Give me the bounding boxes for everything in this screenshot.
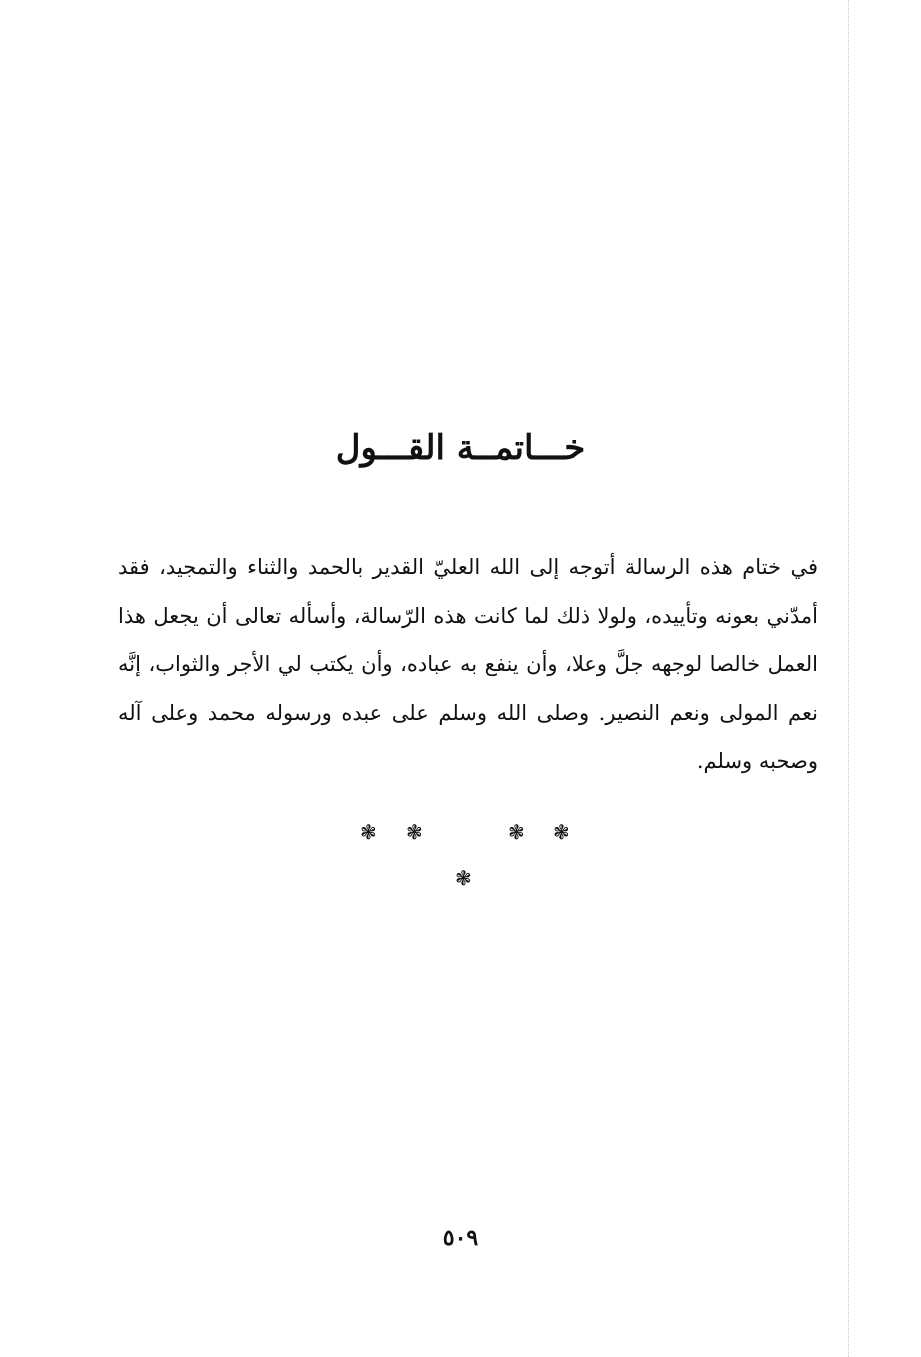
asterisk-ornament-icon: ❃ xyxy=(553,820,570,844)
asterisk-ornament-icon: ❃ xyxy=(360,820,377,844)
page-edge-line xyxy=(848,0,849,1357)
ornament-row-bottom xyxy=(0,868,921,898)
closing-paragraph: في ختام هذه الرسالة أتوجه إلى الله العليّ القدير بالحمد والثناء والتمجيد، فقد أمدّني بعونه وتأييده، ولولا ذلك لما كانت هذه الرّسالة، وأسأله تعالى أن يجعل هذا العمل خالصا لوجهه جلَّ وعلا، وأن ينفع به عباده، وأن يكتب لي الأجر والثواب، إنَّه نعم المولى ونعم النصير. وصلى الله وسلم على عبده ورسوله محمد وعلى آله وصحبه وسلم. xyxy=(118,555,818,773)
asterisk-ornament-icon: ❃ xyxy=(508,820,525,844)
page-number: ٥٠٩ xyxy=(442,1225,479,1251)
ornament-row-top xyxy=(0,822,921,852)
page-title: خـــاتمــة القـــول xyxy=(335,428,586,468)
asterisk-ornament-icon: ❃ xyxy=(406,820,423,844)
asterisk-ornament-icon: ❃ xyxy=(455,866,472,890)
